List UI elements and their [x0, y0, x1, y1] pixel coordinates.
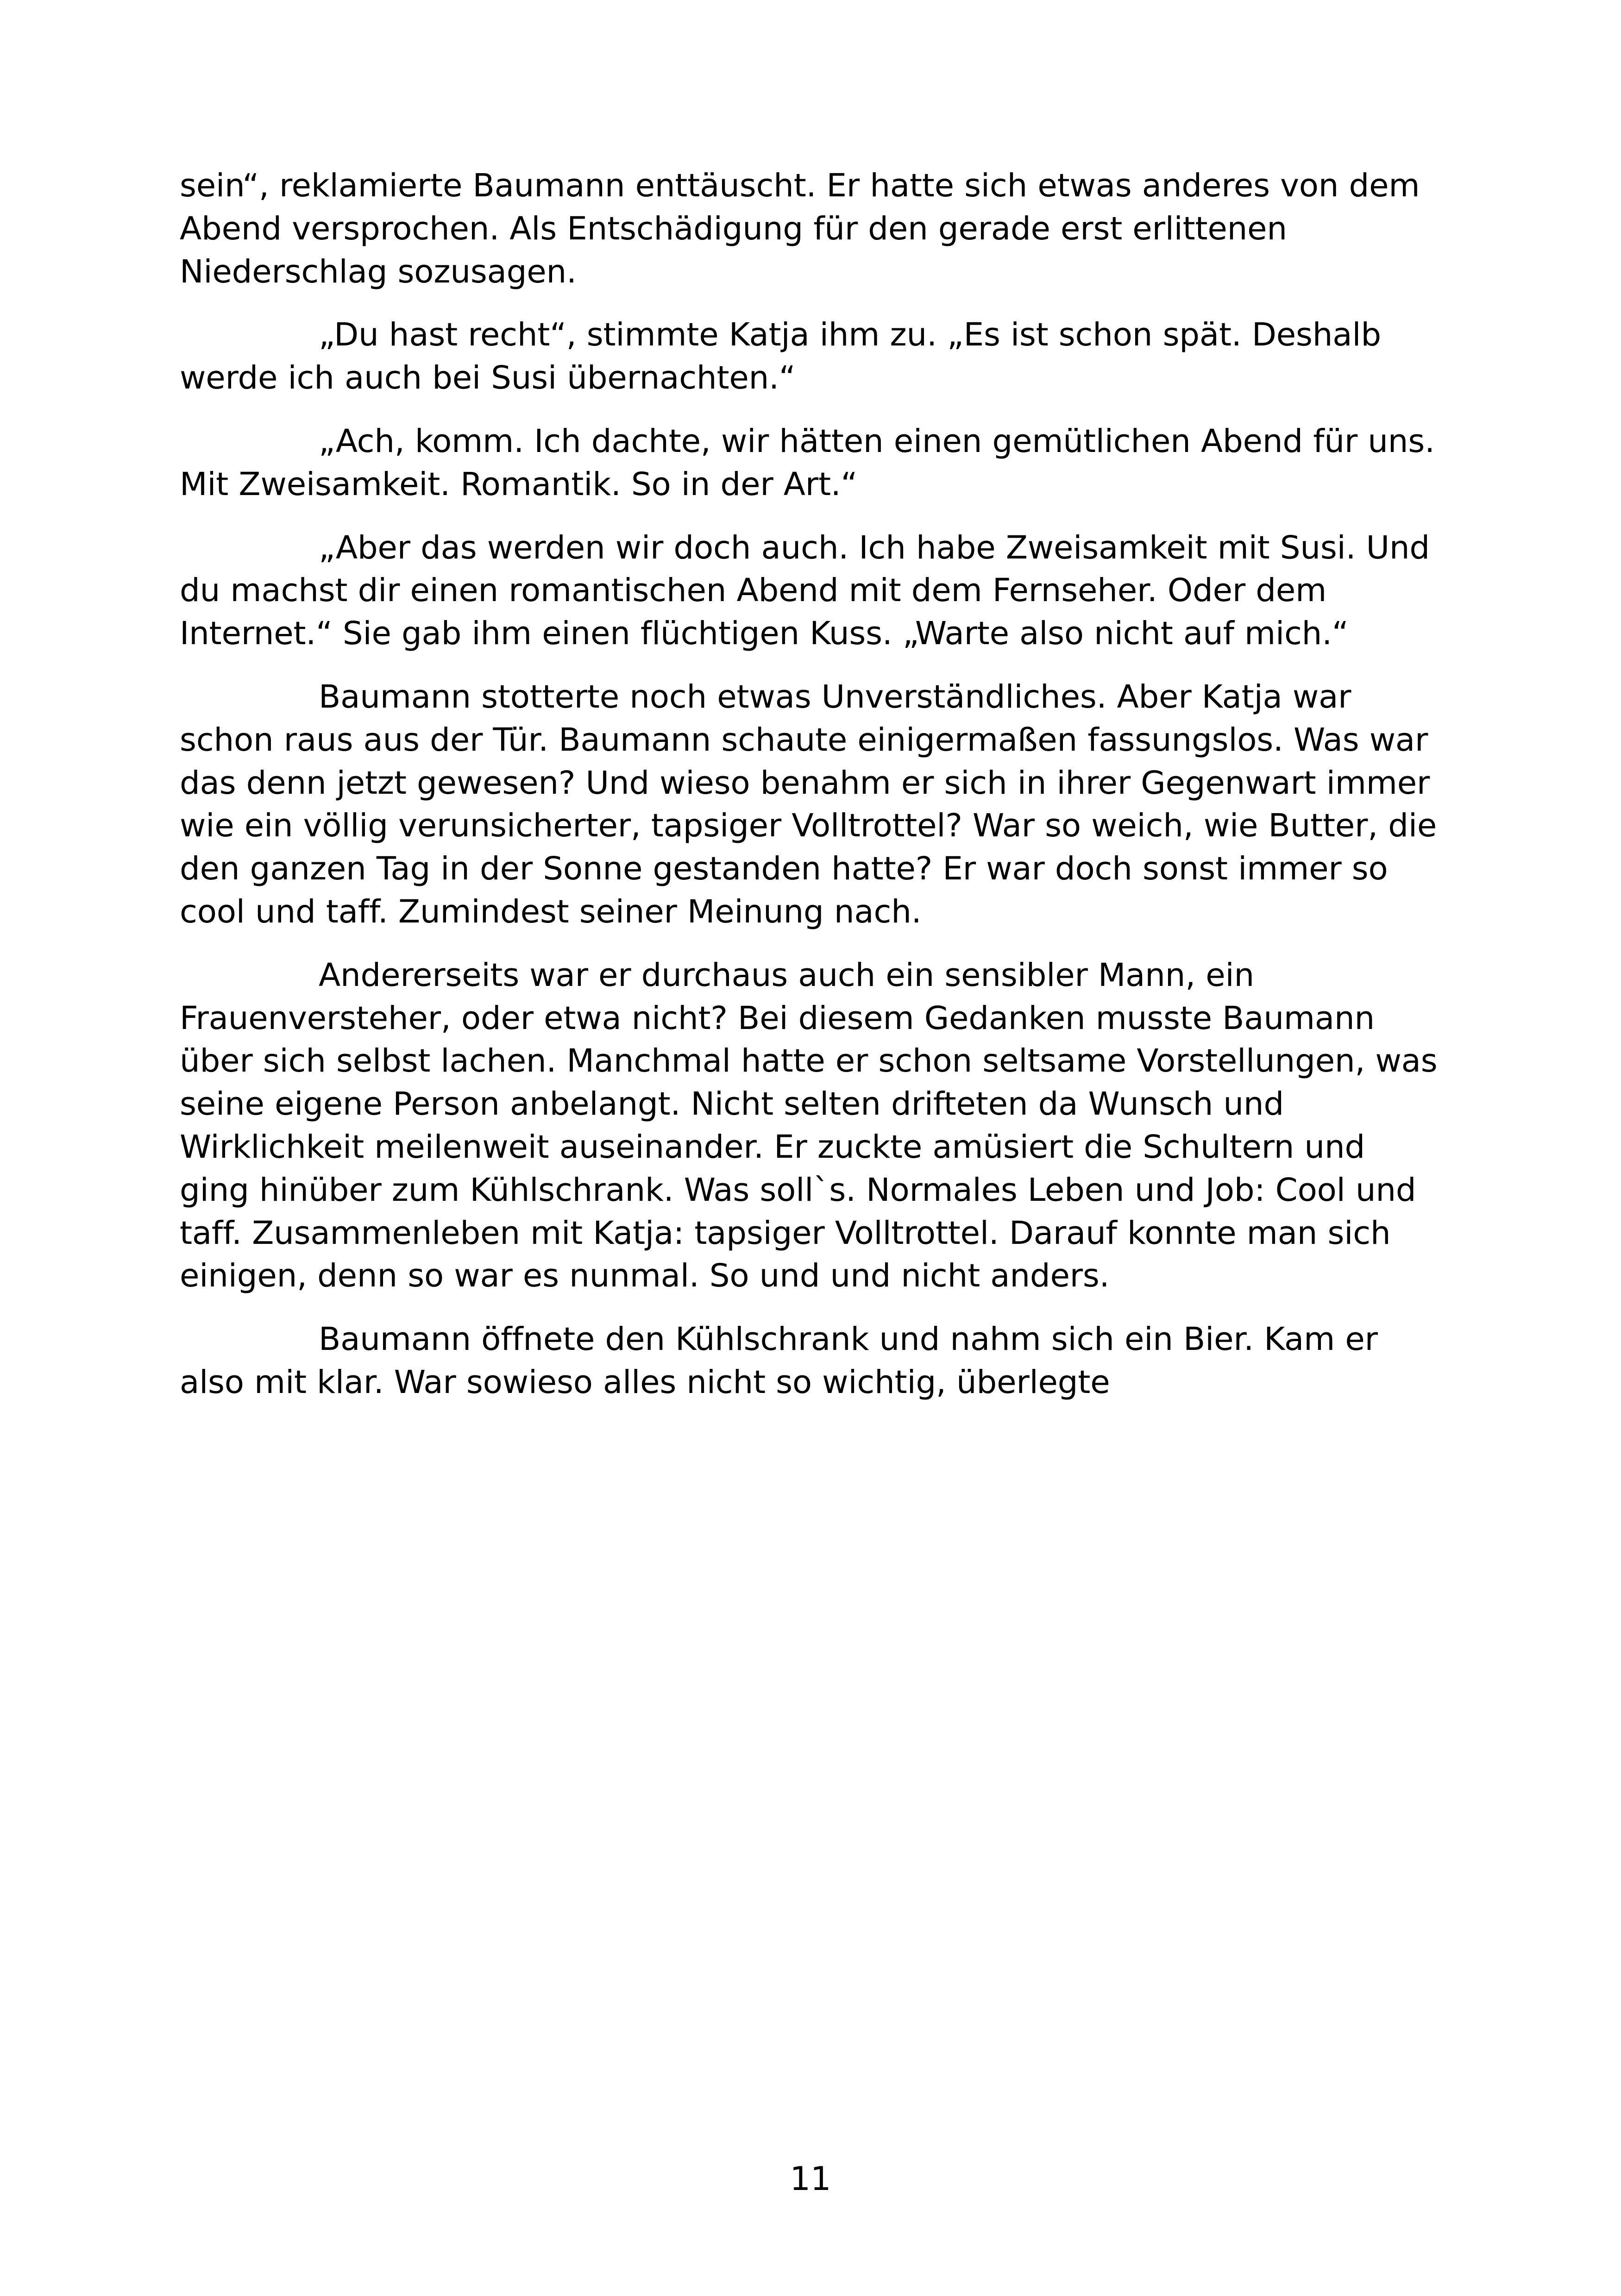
- body-text: [180, 164, 1444, 1404]
- page-number: 11: [790, 2160, 831, 2198]
- paragraph: Baumann stotterte noch etwas Unverständliches. Aber Katja war schon raus aus der Tür. Baumann schaute einigermaßen fassungslos. Was war das denn jetzt gewesen? Und wieso benahm er sich in ihrer Gegenwart immer wie ein völlig verunsicherter, tapsiger Volltrottel? War so weich, wie Butter, die den ganzen Tag in der Sonne gestanden hatte? Er war doch sonst immer so cool und taff. Zumindest seiner Meinung nach.: [180, 678, 1437, 930]
- paragraph: Baumann öffnete den Kühlschrank und nahm sich ein Bier. Kam er also mit klar. War sowieso alles nicht so wichtig, überlegte: [180, 1321, 1378, 1401]
- paragraph: Andererseits war er durchaus auch ein sensibler Mann, ein Frauenversteher, oder etwa nicht? Bei diesem Gedanken musste Baumann über sich selbst lachen. Manchmal hatte er schon seltsame Vorstellungen, was seine eigene Person anbelangt. Nicht selten drifteten da Wunsch und Wirklichkeit meilenweit auseinander. Er zuckte amüsiert die Schultern und ging hinüber zum Kühlschrank. Was soll`s. Normales Leben und Job: Cool und taff. Zusammenleben mit Katja: tapsiger Volltrottel. Darauf konnte man sich einigen, denn so war es nunmal. So und und nicht anders.: [180, 956, 1438, 1295]
- paragraph: sein“, reklamierte Baumann enttäuscht. Er hatte sich etwas anderes von dem Abend versprochen. Als Entschädigung für den gerade erst erlittenen Niederschlag sozusagen.: [180, 167, 1420, 290]
- paragraph: „Du hast recht“, stimmte Katja ihm zu. „Es ist schon spät. Deshalb werde ich auch bei Susi übernachten.“: [180, 316, 1381, 397]
- paragraph: „Ach, komm. Ich dachte, wir hätten einen gemütlichen Abend für uns. Mit Zweisamkeit. Romantik. So in der Art.“: [180, 422, 1435, 503]
- paragraph: „Aber das werden wir doch auch. Ich habe Zweisamkeit mit Susi. Und du machst dir einen romantischen Abend mit dem Fernseher. Oder dem Internet.“ Sie gab ihm einen flüchtigen Kuss. „Warte also nicht auf mich.“: [180, 529, 1430, 652]
